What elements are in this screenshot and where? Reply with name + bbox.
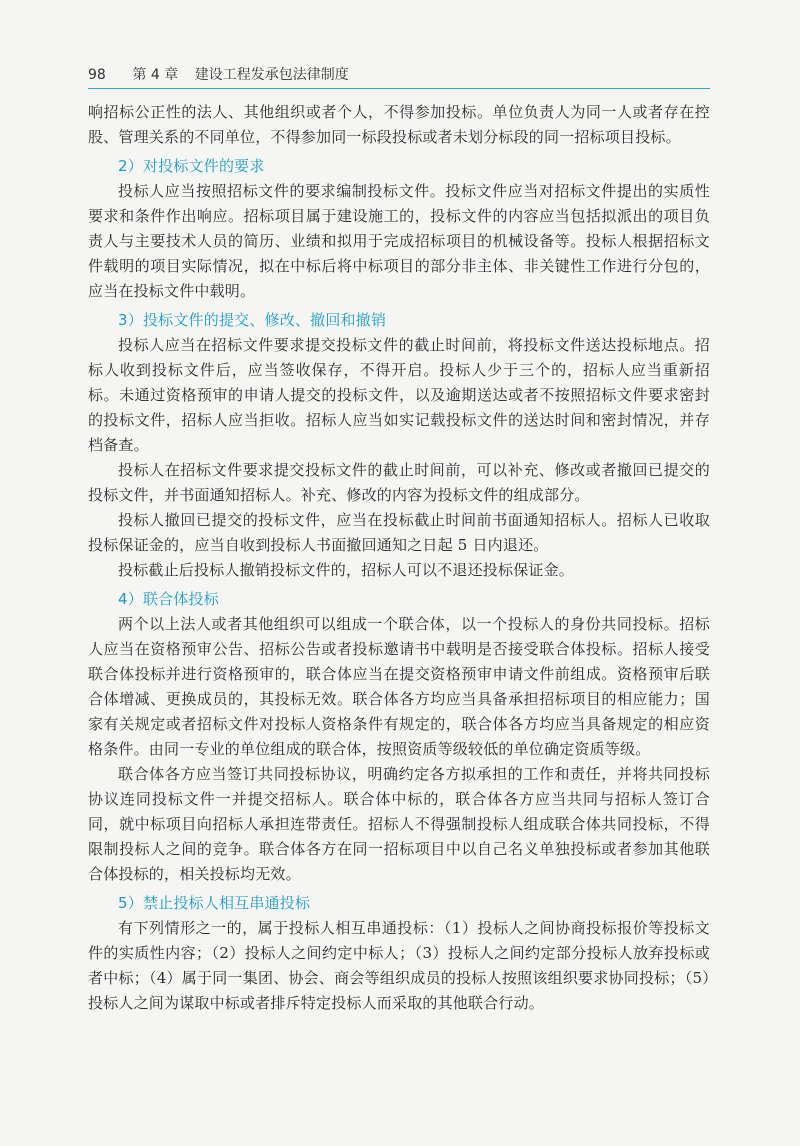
paragraph: 有下列情形之一的，属于投标人相互串通投标：（1）投标人之间协商投标报价等投标文件的实质性内容；（2）投标人之间约定中标人；（3）投标人之间约定部分投标人放弃投标或者中标；（4）属于同一集团、协会、商会等组织成员的投标人按照该组织要求协同投标；（5）投标人之间为谋取中标或者排斥特定投标人而采取的其他联合行动。	[88, 919, 710, 1012]
body-text	[88, 100, 710, 1016]
section-heading: 5）禁止投标人相互串通投标	[118, 894, 311, 912]
header-rule	[88, 88, 710, 89]
paragraph: 投标人在招标文件要求提交投标文件的截止时间前，可以补充、修改或者撤回已提交的投标文件，并书面通知招标人。补充、修改的内容为投标文件的组成部分。	[88, 461, 710, 504]
paragraph: 投标人撤回已提交的投标文件，应当在投标截止时间前书面通知招标人。招标人已收取投标保证金的，应当自收到投标人书面撤回通知之日起 5 日内退还。	[88, 511, 710, 554]
paragraph: 响招标公正性的法人、其他组织或者个人，不得参加投标。单位负责人为同一人或者存在控股、管理关系的不同单位，不得参加同一标段投标或者未划分标段的同一招标项目投标。	[88, 103, 710, 146]
paragraph: 投标人应当按照招标文件的要求编制投标文件。投标文件应当对招标文件提出的实质性要求和条件作出响应。招标项目属于建设施工的，投标文件的内容应当包括拟派出的项目负责人与主要技术人员的简历、业绩和拟用于完成招标项目的机械设备等。投标人根据招标文件载明的项目实际情况，拟在中标后将中标项目的部分非主体、非关键性工作进行分包的，应当在投标文件中载明。	[88, 182, 710, 300]
paragraph: 两个以上法人或者其他组织可以组成一个联合体，以一个投标人的身份共同投标。招标人应当在资格预审公告、招标公告或者投标邀请书中载明是否接受联合体投标。招标人接受联合体投标并进行资格预审的，联合体应当在提交资格预审申请文件前组成。资格预审后联合体增减、更换成员的，其投标无效。联合体各方均应当具备承担招标项目的相应能力；国家有关规定或者招标文件对投标人资格条件有规定的，联合体各方均应当具备规定的相应资格条件。由同一专业的单位组成的联合体，按照资质等级较低的单位确定资质等级。	[88, 615, 710, 758]
section-heading: 2）对投标文件的要求	[118, 157, 265, 175]
chapter-title: 建设工程发承包法律制度	[194, 67, 349, 83]
section-heading: 3）投标文件的提交、修改、撤回和撤销	[118, 311, 387, 329]
paragraph: 投标人应当在招标文件要求提交投标文件的截止时间前，将投标文件送达投标地点。招标人收到投标文件后，应当签收保存，不得开启。投标人少于三个的，招标人应当重新招标。未通过资格预审的申请人提交的投标文件，以及逾期送达或者不按照招标文件要求密封的投标文件，招标人应当拒收。招标人应当如实记载投标文件的送达时间和密封情况，并存档备查。	[88, 336, 710, 454]
running-header	[88, 64, 710, 84]
paragraph: 投标截止后投标人撤销投标文件的，招标人可以不退还投标保证金。	[118, 561, 575, 579]
chapter-label: 第 4 章	[132, 67, 179, 83]
paragraph: 联合体各方应当签订共同投标协议，明确约定各方拟承担的工作和责任，并将共同投标协议连同投标文件一并提交招标人。联合体中标的，联合体各方应当共同与招标人签订合同，就中标项目向招标人承担连带责任。招标人不得强制投标人组成联合体共同投标，不得限制投标人之间的竞争。联合体各方在同一招标项目中以自己名义单独投标或者参加其他联合体投标的，相关投标均无效。	[88, 765, 710, 883]
page-number: 98	[88, 67, 106, 83]
section-heading: 4）联合体投标	[118, 590, 219, 608]
